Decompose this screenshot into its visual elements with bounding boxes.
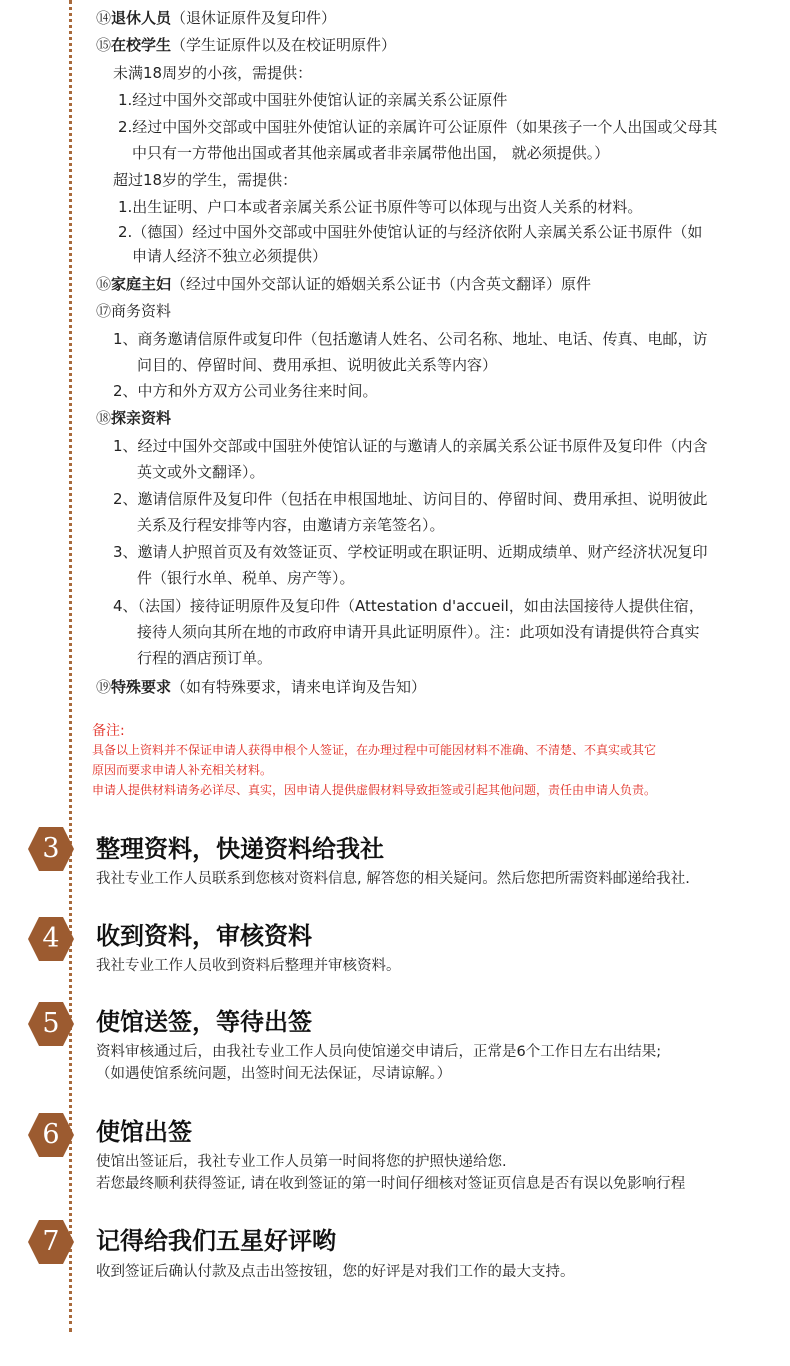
- req-line: 行程的酒店预订单。: [137, 649, 273, 667]
- req-business: ⑰商务资料: [96, 302, 172, 320]
- req-line: 1、商务邀请信原件或复印件（包括邀请人姓名、公司名称、地址、电话、传真、电邮，访: [113, 330, 708, 348]
- step-desc: 我社专业工作人员收到资料后整理并审核资料。: [96, 958, 401, 974]
- step-number: 4: [42, 923, 60, 954]
- req-line: 1.经过中国外交部或中国驻外使馆认证的亲属关系公证原件: [118, 91, 508, 109]
- req-student: ⑮在校学生（学生证原件以及在校证明原件）: [96, 36, 397, 54]
- step-number: 5: [42, 1008, 60, 1039]
- step-badge: [27, 1000, 75, 1048]
- req-line: 1.出生证明、户口本或者亲属关系公证书原件等可以体现与出资人关系的材料。: [118, 198, 643, 216]
- req-line: 2.经过中国外交部或中国驻外使馆认证的亲属许可公证原件（如果孩子一个人出国或父母其: [118, 118, 718, 136]
- step-desc: 我社专业工作人员联系到您核对资料信息, 解答您的相关疑问。然后您把所需资料邮递给我社.: [96, 871, 690, 887]
- step-desc: 资料审核通过后，由我社专业工作人员向使馆递交申请后，正常是6个工作日左右出结果;: [96, 1044, 662, 1060]
- req-line: 未满18周岁的小孩，需提供：: [113, 64, 313, 82]
- note-line: 具备以上资料并不保证申请人获得申根个人签证，在办理过程中可能因材料不准确、不清楚、不真实或其它: [92, 743, 657, 757]
- step-title: 使馆出签: [96, 1118, 192, 1146]
- step-desc: 收到签证后确认付款及点击出签按钮，您的好评是对我们工作的最大支持。: [96, 1264, 575, 1280]
- req-special: ⑲特殊要求（如有特殊要求，请来电详询及告知）: [96, 678, 427, 696]
- step-number: 3: [42, 833, 60, 864]
- req-line: 件（银行水单、税单、房产等）。: [137, 569, 355, 587]
- step-title: 记得给我们五星好评哟: [96, 1227, 336, 1255]
- step-title: 整理资料，快递资料给我社: [96, 835, 384, 863]
- step-number: 7: [42, 1226, 60, 1257]
- req-housewife: ⑯家庭主妇（经过中国外交部认证的婚姻关系公证书（内含英文翻译）原件: [96, 275, 592, 293]
- req-line: 接待人须向其所在地的市政府申请开具此证明原件）。注：此项如没有请提供符合真实: [137, 623, 700, 641]
- req-line: 2、邀请信原件及复印件（包括在申根国地址、访问目的、停留时间、费用承担、说明彼此: [113, 490, 708, 508]
- step-title: 使馆送签，等待出签: [96, 1008, 312, 1036]
- req-line: 4、（法国）接待证明原件及复印件（Attestation d'accueil，如由法国接待人提供住宿，: [113, 597, 704, 615]
- note-line: 原因而要求申请人补充相关材料。: [92, 763, 273, 777]
- step-desc: 使馆出签证后，我社专业工作人员第一时间将您的护照快递给您.: [96, 1154, 507, 1170]
- step-number: 6: [42, 1119, 60, 1150]
- step-desc: 若您最终顺利获得签证, 请在收到签证的第一时间仔细核对签证页信息是否有误以免影响行程: [96, 1176, 686, 1192]
- step-badge: [27, 1218, 75, 1266]
- req-line: 关系及行程安排等内容，由邀请方亲笔签名）。: [137, 516, 445, 534]
- req-line: 3、邀请人护照首页及有效签证页、学校证明或在职证明、近期成绩单、财产经济状况复印: [113, 543, 708, 561]
- req-retiree: ⑭退休人员（退休证原件及复印件）: [96, 9, 337, 27]
- step-desc: （如遇使馆系统问题，出签时间无法保证，尽请谅解。）: [96, 1066, 452, 1082]
- step-title: 收到资料，审核资料: [96, 922, 312, 950]
- step-badge: [27, 1111, 75, 1159]
- req-line: 申请人经济不独立必须提供）: [132, 247, 328, 265]
- req-line: 英文或外文翻译）。: [137, 463, 265, 481]
- step-badge: [27, 915, 75, 963]
- req-line: 中只有一方带他出国或者其他亲属或者非亲属带他出国， 就必须提供。）: [132, 144, 610, 162]
- step-badge: [27, 825, 75, 873]
- req-line: 问目的、停留时间、费用承担、说明彼此关系等内容）: [137, 356, 498, 374]
- note-title: 备注:: [92, 723, 125, 739]
- note-line: 申请人提供材料请务必详尽、真实，因申请人提供虚假材料导致拒签或引起其他问题，责任由申请人负责。: [92, 783, 657, 797]
- req-family-visit: ⑱探亲资料: [96, 409, 172, 427]
- req-line: 1、经过中国外交部或中国驻外使馆认证的与邀请人的亲属关系公证书原件及复印件（内含: [113, 437, 708, 455]
- req-line: 超过18岁的学生，需提供：: [113, 171, 298, 189]
- req-line: 2.（德国）经过中国外交部或中国驻外使馆认证的与经济依附人亲属关系公证书原件（如: [118, 223, 703, 241]
- req-line: 2、中方和外方双方公司业务往来时间。: [113, 382, 378, 400]
